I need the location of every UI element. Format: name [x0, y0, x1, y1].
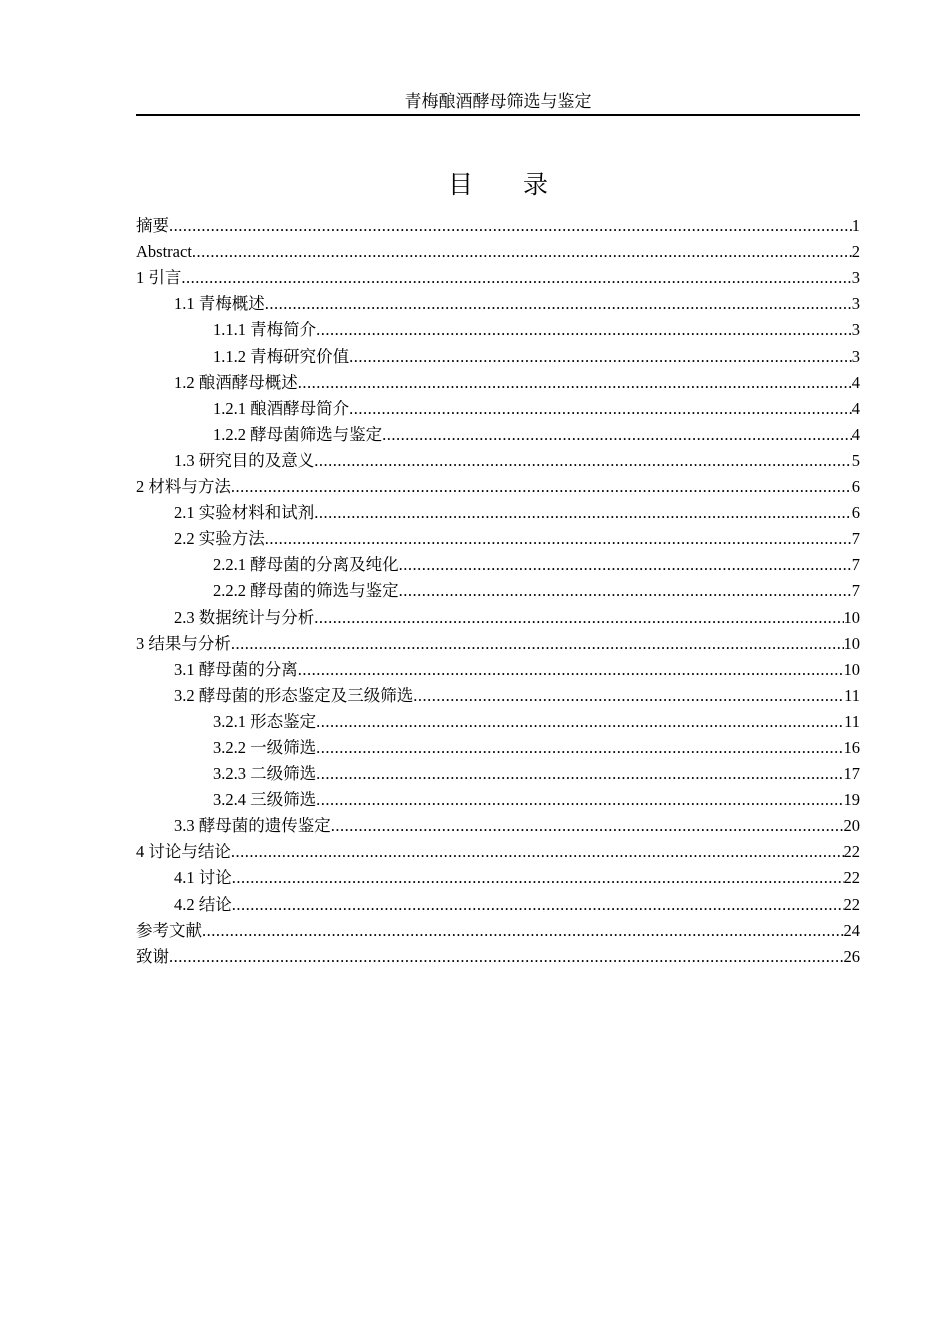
toc-entry-page: 10	[843, 633, 860, 653]
toc-entry[interactable]	[136, 631, 860, 657]
table-of-contents	[136, 213, 860, 970]
toc-entry-label: 2.3 数据统计与分析	[174, 607, 315, 627]
toc-entry-label: 4 讨论与结论	[136, 842, 231, 862]
toc-entry-page: 26	[843, 946, 860, 966]
toc-dot-leader	[399, 578, 852, 604]
toc-entry-label: 1.1.1 青梅简介	[213, 320, 317, 340]
toc-entry-page: 4	[851, 372, 860, 392]
toc-entry[interactable]	[136, 891, 860, 917]
toc-entry-label: 3 结果与分析	[136, 633, 231, 653]
toc-entry-label: 参考文献	[136, 920, 202, 940]
toc-entry-label: 2.2.1 酵母菌的分离及纯化	[213, 555, 399, 575]
toc-entry[interactable]	[136, 918, 860, 944]
toc-dot-leader	[331, 813, 844, 839]
running-header-title: 青梅酿酒酵母筛选与鉴定	[404, 92, 592, 111]
toc-entry-label: 1.3 研究目的及意义	[174, 450, 315, 470]
toc-entry-label: 1.2.1 酿酒酵母简介	[213, 398, 350, 418]
toc-entry-label: 2.2 实验方法	[174, 529, 265, 549]
toc-entry[interactable]	[136, 709, 860, 735]
toc-entry-label: 3.2.3 二级筛选	[213, 764, 317, 784]
toc-dot-leader	[382, 422, 852, 448]
toc-entry[interactable]	[136, 239, 860, 265]
toc-entry[interactable]	[136, 474, 860, 500]
toc-dot-leader	[316, 761, 843, 787]
toc-dot-leader	[231, 631, 844, 657]
toc-entry[interactable]	[136, 370, 860, 396]
toc-entry-page: 19	[843, 790, 860, 810]
toc-entry-page: 11	[844, 685, 860, 705]
toc-dot-leader	[169, 944, 844, 970]
toc-dot-leader	[316, 709, 844, 735]
toc-entry[interactable]	[136, 291, 860, 317]
toc-entry-label: 致谢	[136, 946, 169, 966]
toc-entry[interactable]	[136, 604, 860, 630]
toc-dot-leader	[192, 239, 852, 265]
toc-entry-label: 1.2 酿酒酵母概述	[174, 372, 298, 392]
toc-entry-label: 3.2.2 一级筛选	[213, 737, 317, 757]
toc-entry[interactable]	[136, 735, 860, 761]
toc-entry-page: 24	[843, 920, 860, 940]
toc-entry-page: 10	[843, 659, 860, 679]
toc-entry-label: 1 引言	[136, 268, 182, 288]
toc-entry-page: 3	[851, 320, 860, 340]
toc-entry-page: 3	[851, 268, 860, 288]
toc-entry-label: 摘要	[136, 216, 169, 236]
toc-dot-leader	[399, 552, 852, 578]
toc-dot-leader	[298, 657, 844, 683]
toc-entry-page: 2	[851, 242, 860, 262]
toc-entry-label: 3.3 酵母菌的遗传鉴定	[174, 816, 331, 836]
toc-entry[interactable]	[136, 578, 860, 604]
toc-entry[interactable]	[136, 396, 860, 422]
toc-entry-page: 5	[851, 450, 860, 470]
toc-entry[interactable]	[136, 213, 860, 239]
toc-dot-leader	[298, 370, 852, 396]
toc-dot-leader	[169, 213, 852, 239]
toc-dot-leader	[316, 787, 843, 813]
toc-dot-leader	[349, 396, 852, 422]
toc-entry-page: 22	[843, 868, 860, 888]
toc-dot-leader	[232, 892, 844, 918]
toc-dot-leader	[232, 865, 844, 891]
toc-entry-label: 3.2.1 形态鉴定	[213, 711, 317, 731]
toc-entry-label: 2.1 实验材料和试剂	[174, 503, 315, 523]
toc-entry[interactable]	[136, 422, 860, 448]
toc-entry[interactable]	[136, 343, 860, 369]
toc-entry-page: 22	[843, 894, 860, 914]
toc-entry-page: 22	[843, 842, 860, 862]
toc-dot-leader	[314, 500, 852, 526]
toc-dot-leader	[202, 918, 844, 944]
toc-dot-leader	[231, 474, 852, 500]
toc-entry[interactable]	[136, 500, 860, 526]
toc-entry[interactable]	[136, 552, 860, 578]
toc-entry-label: 2 材料与方法	[136, 477, 231, 497]
toc-entry[interactable]	[136, 683, 860, 709]
toc-entry-page: 11	[844, 711, 860, 731]
toc-entry-page: 20	[843, 816, 860, 836]
toc-entry[interactable]	[136, 761, 860, 787]
toc-entry[interactable]	[136, 813, 860, 839]
toc-entry-page: 7	[851, 555, 860, 575]
toc-entry-label: 3.2.4 三级筛选	[213, 790, 317, 810]
toc-entry-page: 3	[851, 294, 860, 314]
toc-entry-page: 6	[851, 477, 860, 497]
toc-entry-label: 1.1.2 青梅研究价值	[213, 346, 350, 366]
toc-entry[interactable]	[136, 526, 860, 552]
toc-dot-leader	[181, 265, 851, 291]
toc-entry[interactable]	[136, 448, 860, 474]
toc-entry-page: 4	[851, 424, 860, 444]
toc-entry[interactable]	[136, 317, 860, 343]
toc-entry-page: 3	[851, 346, 860, 366]
toc-entry[interactable]	[136, 865, 860, 891]
toc-entry-page: 4	[851, 398, 860, 418]
toc-dot-leader	[265, 526, 852, 552]
toc-dot-leader	[316, 735, 843, 761]
toc-entry-page: 10	[843, 607, 860, 627]
toc-dot-leader	[316, 317, 852, 343]
toc-entry[interactable]	[136, 944, 860, 970]
toc-entry-page: 7	[851, 529, 860, 549]
toc-entry-page: 6	[851, 503, 860, 523]
running-header	[136, 90, 860, 116]
toc-title: 目录	[447, 172, 598, 199]
toc-entry-label: 4.1 讨论	[174, 868, 232, 888]
toc-entry-page: 1	[851, 216, 860, 236]
toc-entry[interactable]	[136, 265, 860, 291]
toc-entry[interactable]	[136, 839, 860, 865]
toc-entry-label: Abstract	[136, 242, 192, 262]
toc-entry-label: 1.2.2 酵母菌筛选与鉴定	[213, 424, 383, 444]
toc-entry-label: 3.2 酵母菌的形态鉴定及三级筛选	[174, 685, 414, 705]
toc-dot-leader	[413, 683, 844, 709]
toc-dot-leader	[314, 448, 852, 474]
toc-entry-page: 7	[851, 581, 860, 601]
toc-dot-leader	[314, 605, 843, 631]
toc-dot-leader	[265, 291, 852, 317]
toc-entry-label: 2.2.2 酵母菌的筛选与鉴定	[213, 581, 399, 601]
toc-entry-label: 4.2 结论	[174, 894, 232, 914]
toc-dot-leader	[231, 839, 844, 865]
toc-dot-leader	[349, 344, 852, 370]
toc-entry-label: 1.1 青梅概述	[174, 294, 265, 314]
toc-entry[interactable]	[136, 787, 860, 813]
toc-entry[interactable]	[136, 657, 860, 683]
toc-entry-page: 16	[843, 737, 860, 757]
toc-entry-label: 3.1 酵母菌的分离	[174, 659, 298, 679]
toc-entry-page: 17	[843, 764, 860, 784]
